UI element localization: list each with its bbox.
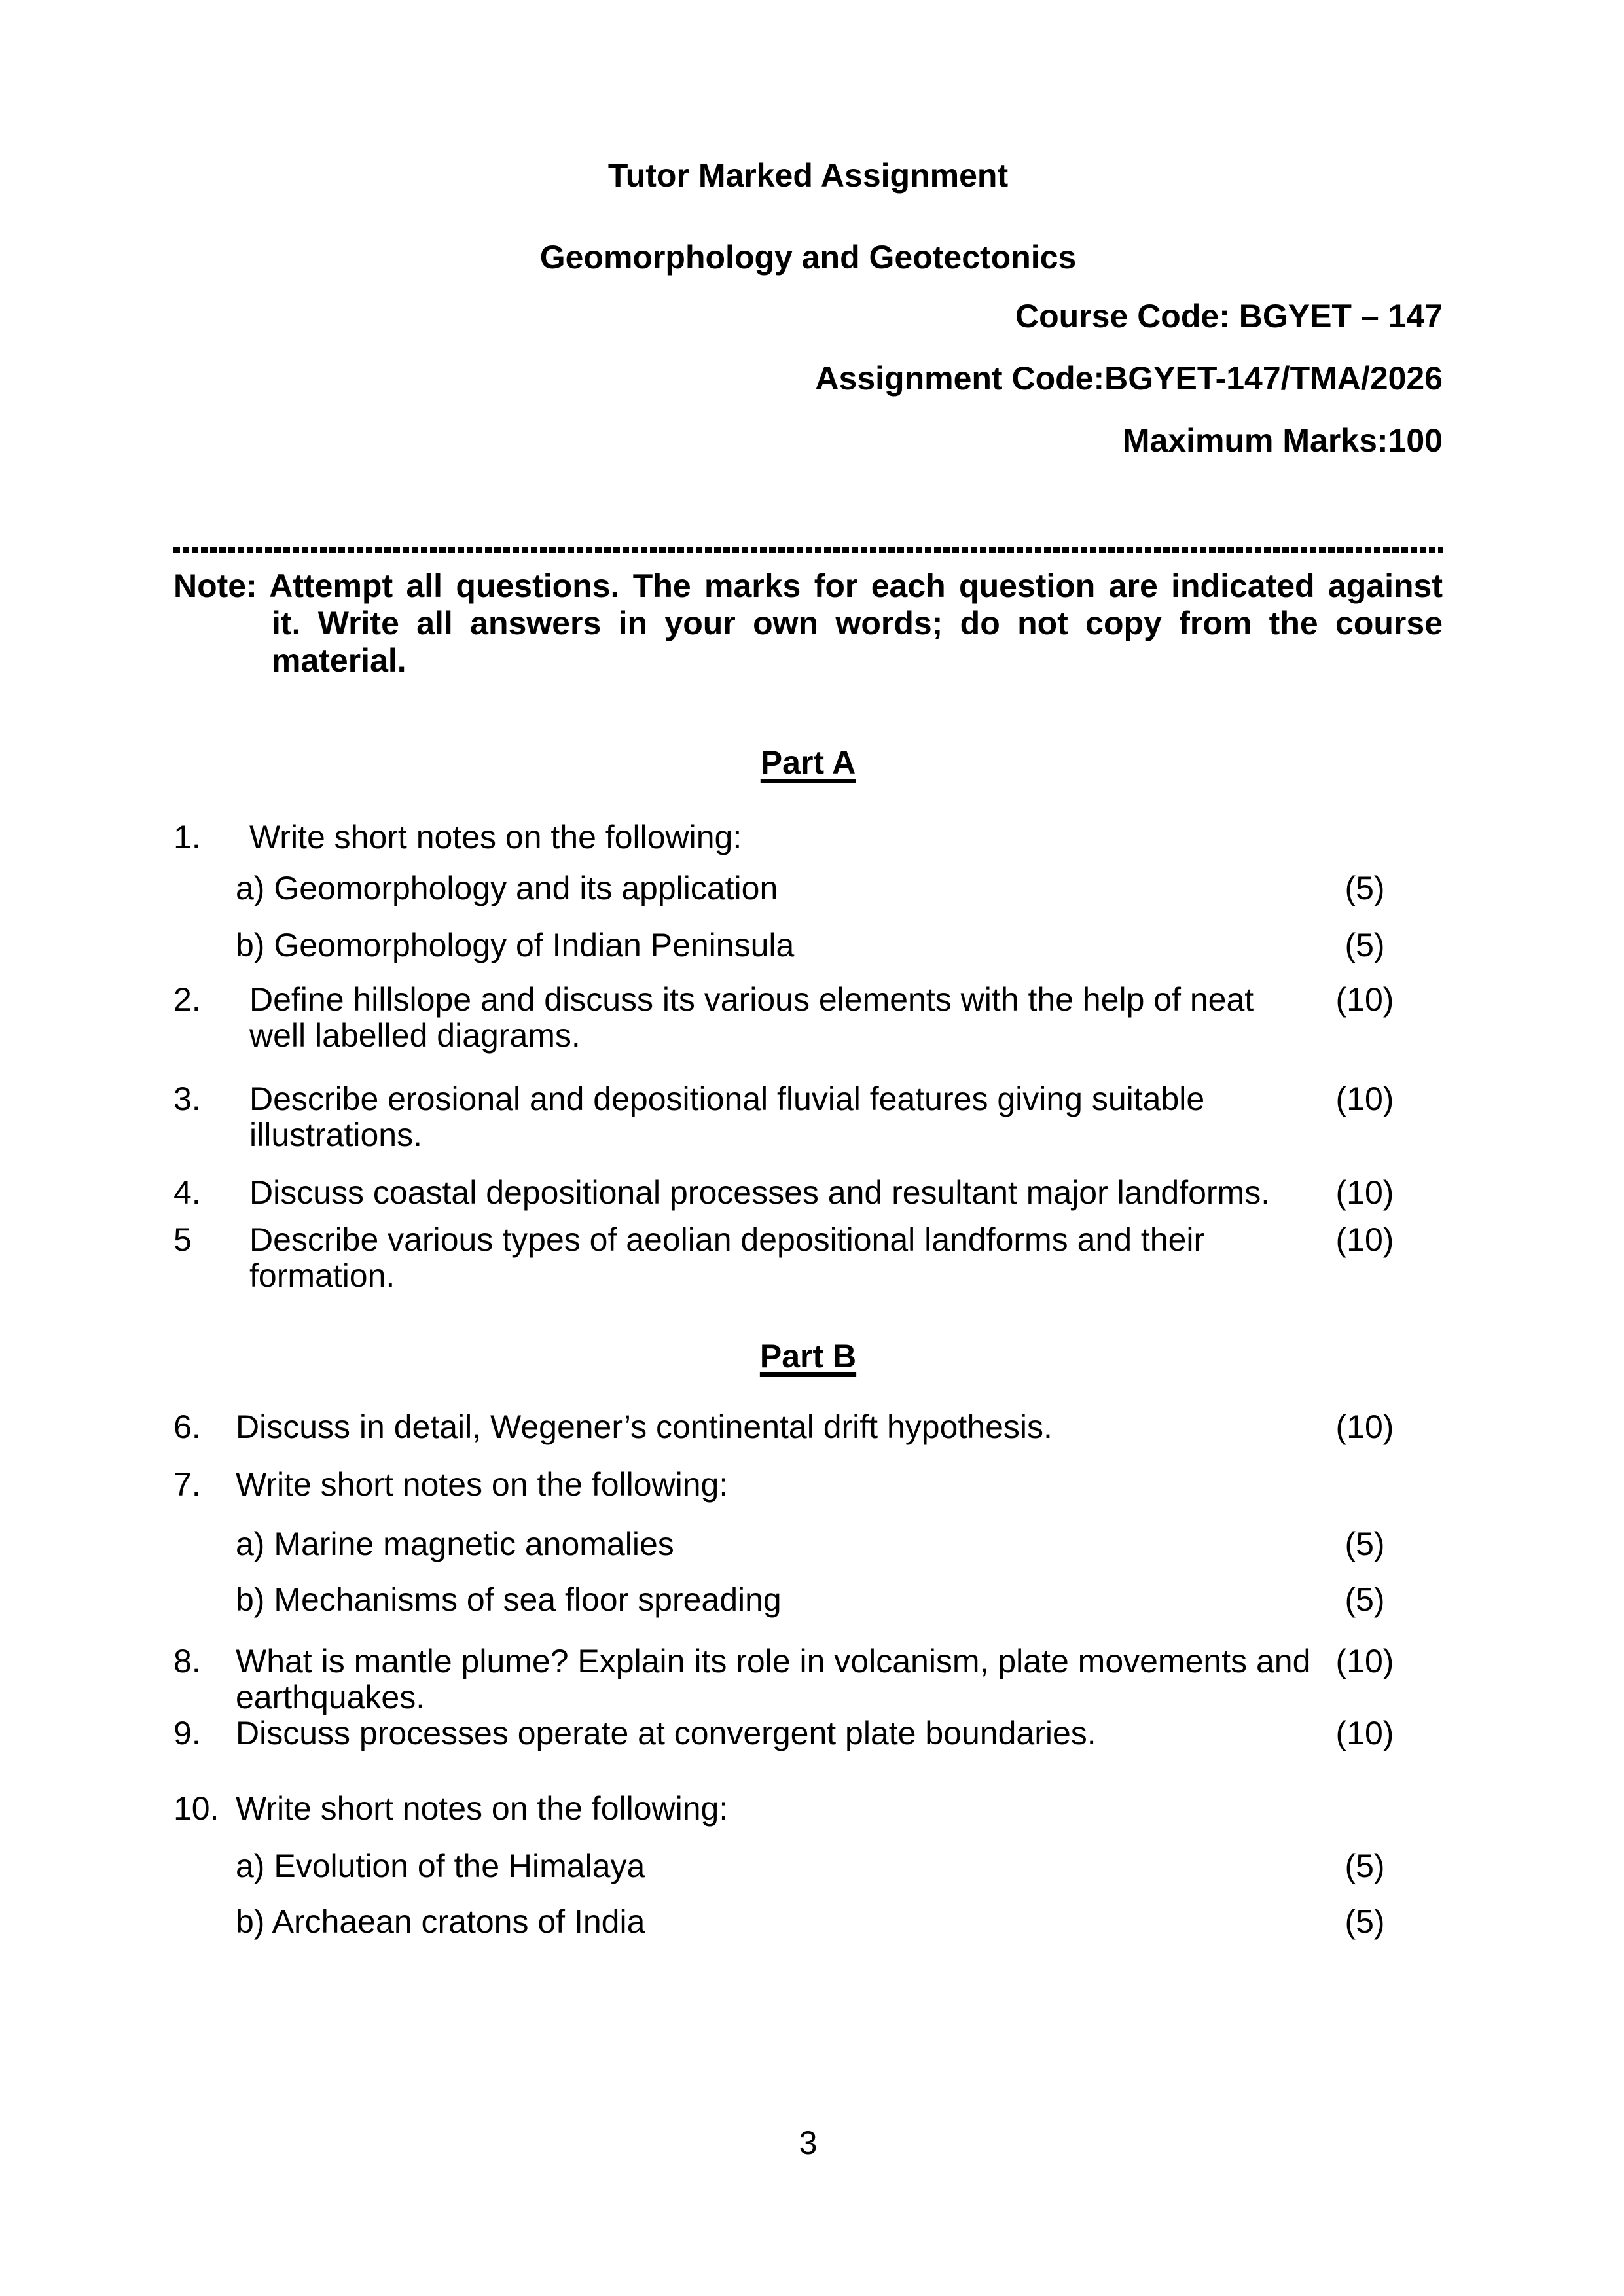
question-number: 3. xyxy=(173,1081,201,1117)
question-number: 4. xyxy=(173,1174,201,1211)
question-3 xyxy=(173,1081,1414,1153)
subquestion-text: b) Geomorphology of Indian Peninsula xyxy=(236,927,795,963)
note xyxy=(173,567,1443,679)
question-number: 8. xyxy=(173,1643,201,1679)
question-text: Describe various types of aeolian depositional landforms and their xyxy=(249,1221,1205,1258)
question-6 xyxy=(173,1409,1414,1445)
maximum-marks: Maximum Marks:100 xyxy=(1122,422,1443,459)
document-subtitle: Geomorphology and Geotectonics xyxy=(539,239,1077,276)
question-marks: (10) xyxy=(1335,1081,1394,1117)
question-marks: (5) xyxy=(1344,927,1385,963)
question-marks: (5) xyxy=(1344,1581,1385,1618)
question-marks: (10) xyxy=(1335,1221,1394,1258)
question-text: What is mantle plume? Explain its role in volcanism, plate movements and xyxy=(236,1643,1311,1679)
question-2 xyxy=(173,982,1414,1054)
question-1a xyxy=(173,870,1414,906)
question-marks: (5) xyxy=(1344,870,1385,906)
question-marks: (5) xyxy=(1344,1848,1385,1884)
part-a-heading xyxy=(173,745,1443,781)
question-text: well labelled diagrams. xyxy=(249,1017,581,1054)
question-text: Write short notes on the following: xyxy=(236,1790,729,1827)
question-number: 2. xyxy=(173,981,201,1018)
question-10a xyxy=(173,1848,1414,1884)
questions-part-a xyxy=(173,819,1414,1294)
question-text: formation. xyxy=(249,1257,395,1294)
question-text: Describe erosional and depositional fluvial features giving suitable xyxy=(249,1081,1205,1117)
question-marks: (5) xyxy=(1344,1526,1385,1562)
question-4 xyxy=(173,1175,1414,1211)
question-1 xyxy=(173,819,1414,855)
note-line: material. xyxy=(272,642,406,679)
question-text: Write short notes on the following: xyxy=(249,819,742,855)
question-text: Write short notes on the following: xyxy=(236,1466,729,1503)
question-number: 1. xyxy=(173,819,201,855)
question-number: 10. xyxy=(173,1790,219,1827)
subquestion-text: a) Marine magnetic anomalies xyxy=(236,1526,674,1562)
question-1b xyxy=(173,927,1414,963)
question-text: Discuss coastal depositional processes and resultant major landforms. xyxy=(249,1174,1271,1211)
dashed-separator xyxy=(173,547,1443,553)
subquestion-text: a) Geomorphology and its application xyxy=(236,870,778,906)
question-text: earthquakes. xyxy=(236,1679,425,1715)
page-number: 3 xyxy=(799,2125,818,2161)
question-marks: (10) xyxy=(1335,1715,1394,1751)
question-marks: (10) xyxy=(1335,981,1394,1018)
question-marks: (5) xyxy=(1344,1903,1385,1940)
question-text: Define hillslope and discuss its various elements with the help of neat xyxy=(249,981,1254,1018)
question-8 xyxy=(173,1643,1414,1715)
questions-part-b xyxy=(173,1409,1414,1940)
question-number: 7. xyxy=(173,1466,201,1503)
assignment-code: Assignment Code:BGYET-147/TMA/2026 xyxy=(815,360,1443,397)
question-7a xyxy=(173,1526,1414,1562)
question-7b xyxy=(173,1582,1414,1618)
part-b-heading-text: Part B xyxy=(759,1338,857,1374)
subquestion-text: a) Evolution of the Himalaya xyxy=(236,1848,645,1884)
question-number: 5 xyxy=(173,1221,192,1258)
question-number: 6. xyxy=(173,1408,201,1445)
question-5 xyxy=(173,1222,1414,1294)
question-marks: (10) xyxy=(1335,1408,1394,1445)
subquestion-text: b) Mechanisms of sea floor spreading xyxy=(236,1581,782,1618)
question-text: Discuss processes operate at convergent plate boundaries. xyxy=(236,1715,1096,1751)
question-9 xyxy=(173,1715,1414,1751)
course-code: Course Code: BGYET – 147 xyxy=(1015,298,1443,334)
note-line: it. Write all answers in your own words; do not copy from the course xyxy=(272,605,1443,641)
question-marks: (10) xyxy=(1335,1174,1394,1211)
question-marks: (10) xyxy=(1335,1643,1394,1679)
question-7 xyxy=(173,1467,1414,1503)
subquestion-text: b) Archaean cratons of India xyxy=(236,1903,645,1940)
question-10b xyxy=(173,1904,1414,1940)
document-title: Tutor Marked Assignment xyxy=(607,157,1009,194)
part-a-heading-text: Part A xyxy=(760,744,856,781)
question-10 xyxy=(173,1791,1414,1827)
part-b-heading xyxy=(173,1338,1443,1374)
question-text: Discuss in detail, Wegener’s continental drift hypothesis. xyxy=(236,1408,1053,1445)
question-text: illustrations. xyxy=(249,1117,422,1153)
question-number: 9. xyxy=(173,1715,201,1751)
note-line: Note: Attempt all questions. The marks for each question are indicated against xyxy=(173,567,1443,604)
